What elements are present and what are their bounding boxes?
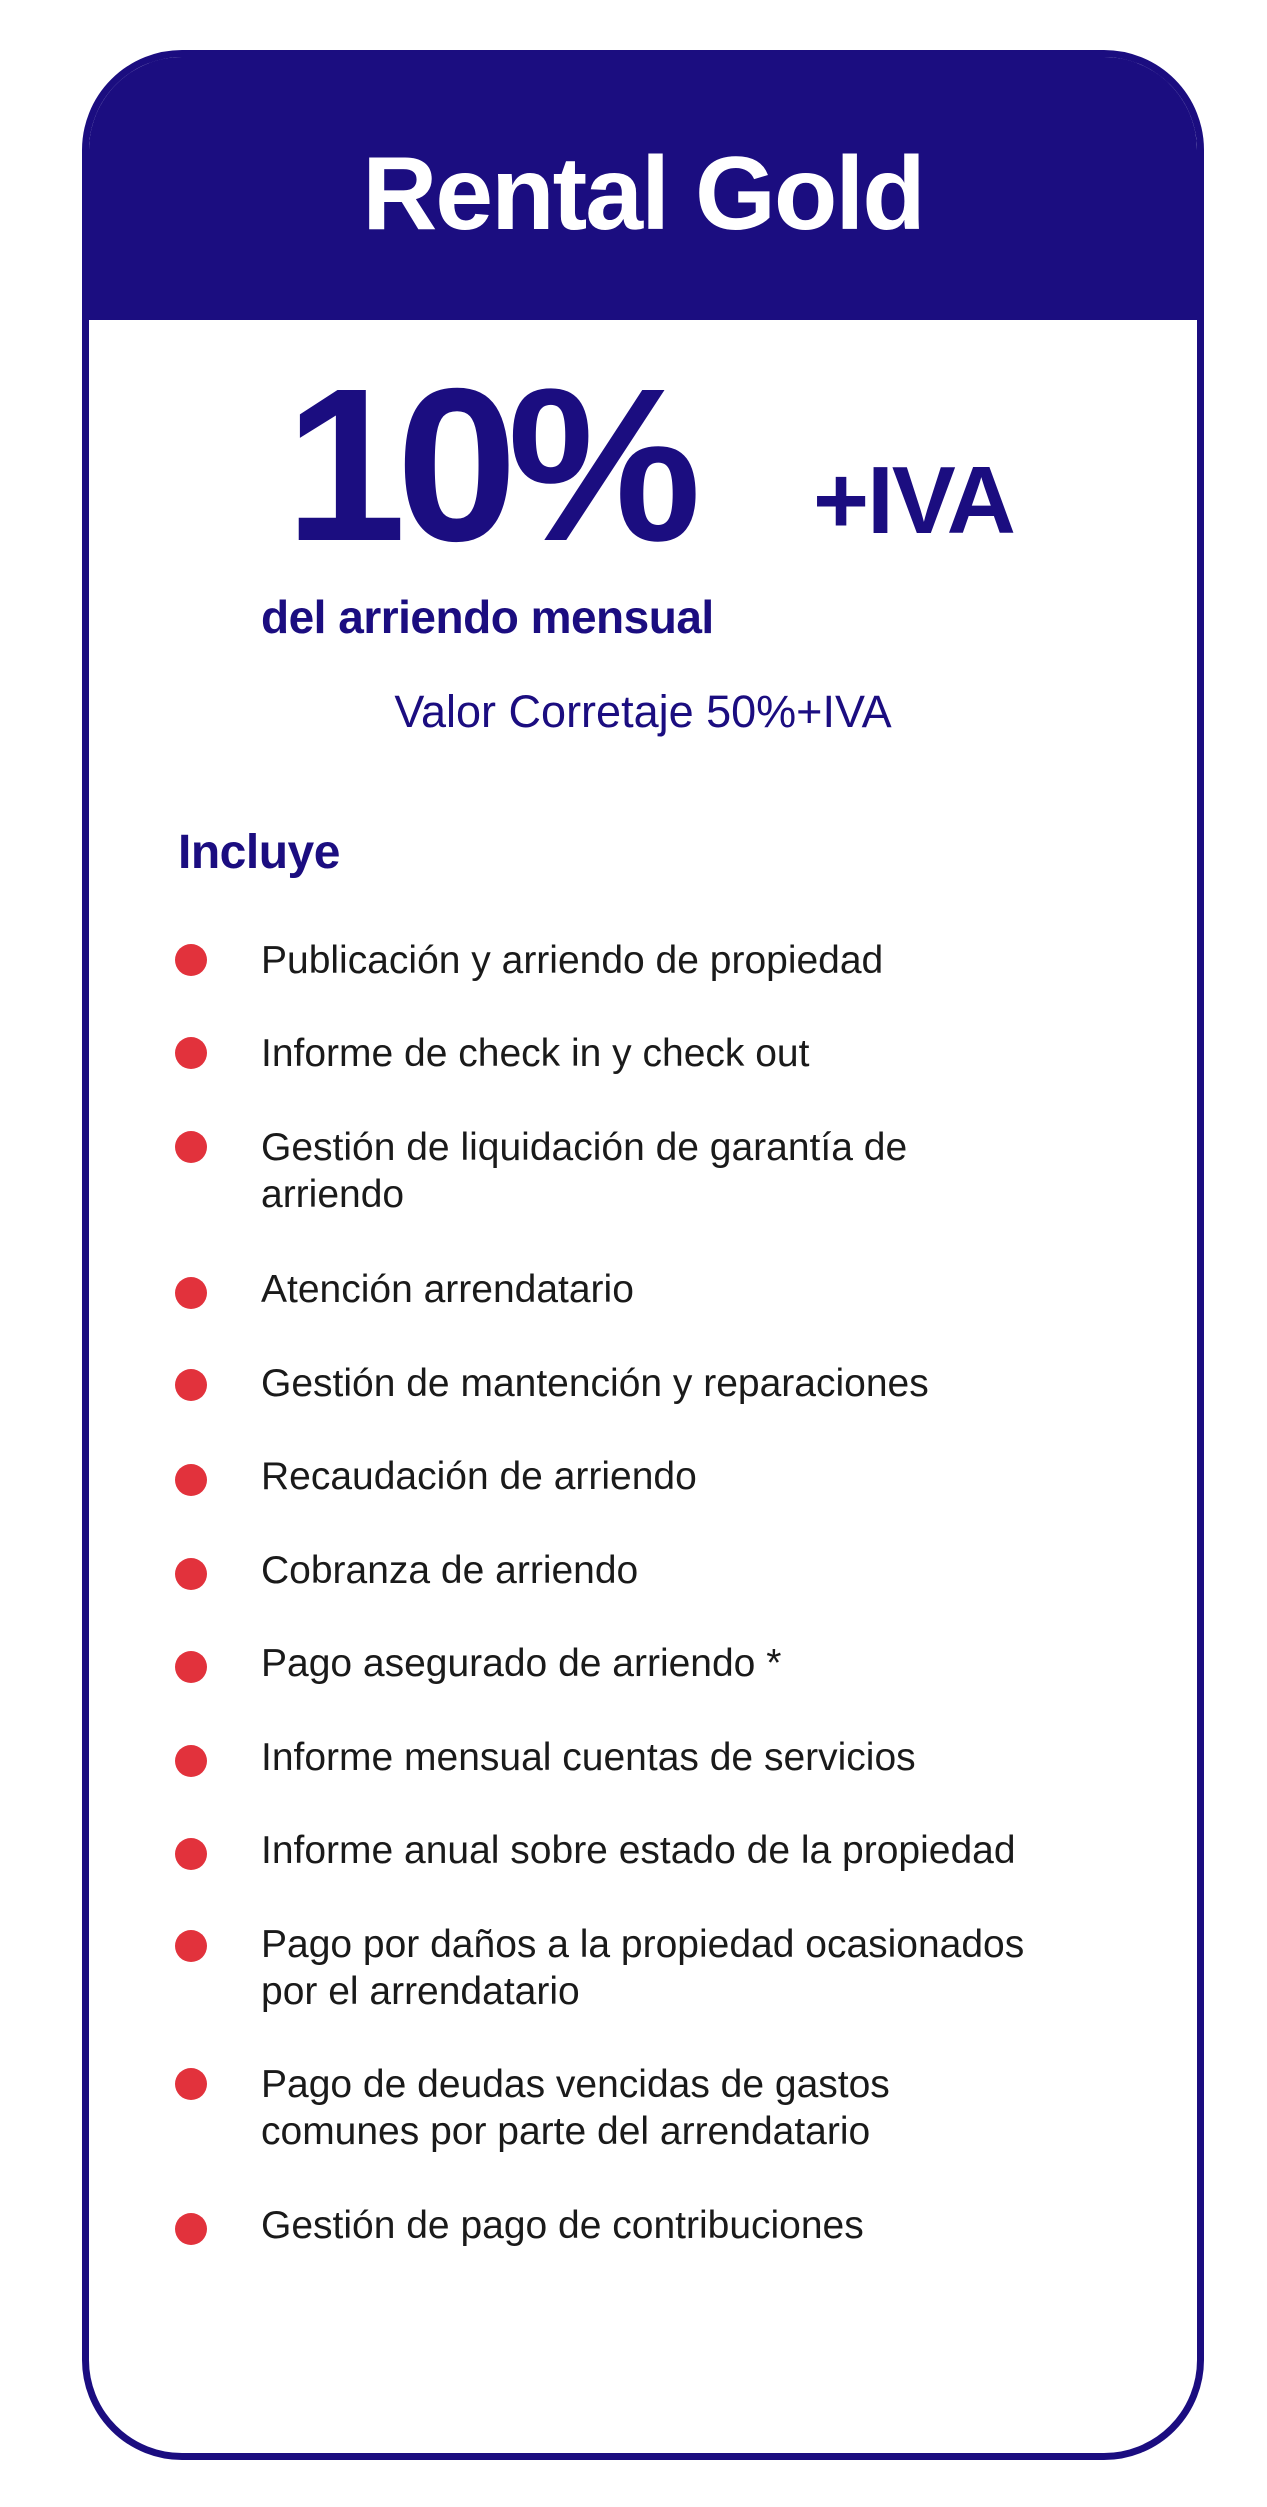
feature-text: Pago de deudas vencidas de gastos comunes por parte del arrendatario [261, 2063, 890, 2153]
feature-text: Gestión de mantención y reparaciones [261, 1362, 929, 1405]
bullet-icon [175, 1464, 207, 1496]
feature-text: Publicación y arriendo de propiedad [261, 939, 884, 982]
feature-text: Gestión de liquidación de garantía de arriendo [261, 1126, 908, 1216]
bullet-icon [175, 1745, 207, 1777]
bullet-icon [175, 1930, 207, 1962]
feature-text: Informe de check in y check out [261, 1032, 810, 1075]
price-tax: +IVA [813, 447, 1014, 554]
feature-text: Informe mensual cuentas de servicios [261, 1736, 916, 1779]
bullet-icon [175, 1838, 207, 1870]
plan-card [82, 50, 1204, 2460]
feature-text: Pago por daños a la propiedad ocasionados por el arrendatario [261, 1923, 1025, 2013]
feature-text: Cobranza de arriendo [261, 1549, 639, 1592]
brokerage-fee: Valor Corretaje 50%+IVA [394, 686, 892, 737]
plan-title: Rental Gold [362, 136, 924, 252]
price-basis: del arriendo mensual [261, 591, 714, 643]
bullet-icon [175, 944, 207, 976]
plan-header [89, 57, 1197, 320]
feature-text: Gestión de pago de contribuciones [261, 2204, 864, 2247]
bullet-icon [175, 1037, 207, 1069]
feature-text: Atención arrendatario [261, 1268, 634, 1311]
feature-text: Pago asegurado de arriendo * [261, 1642, 782, 1685]
feature-text: Informe anual sobre estado de la propiedad [261, 1829, 1016, 1872]
bullet-icon [175, 2068, 207, 2100]
bullet-icon [175, 1558, 207, 1590]
price-percent: 10% [285, 344, 692, 587]
feature-text: Recaudación de arriendo [261, 1455, 697, 1498]
bullet-icon [175, 2213, 207, 2245]
bullet-icon [175, 1651, 207, 1683]
bullet-icon [175, 1277, 207, 1309]
includes-title: Incluye [178, 826, 340, 879]
bullet-icon [175, 1369, 207, 1401]
bullet-icon [175, 1131, 207, 1163]
